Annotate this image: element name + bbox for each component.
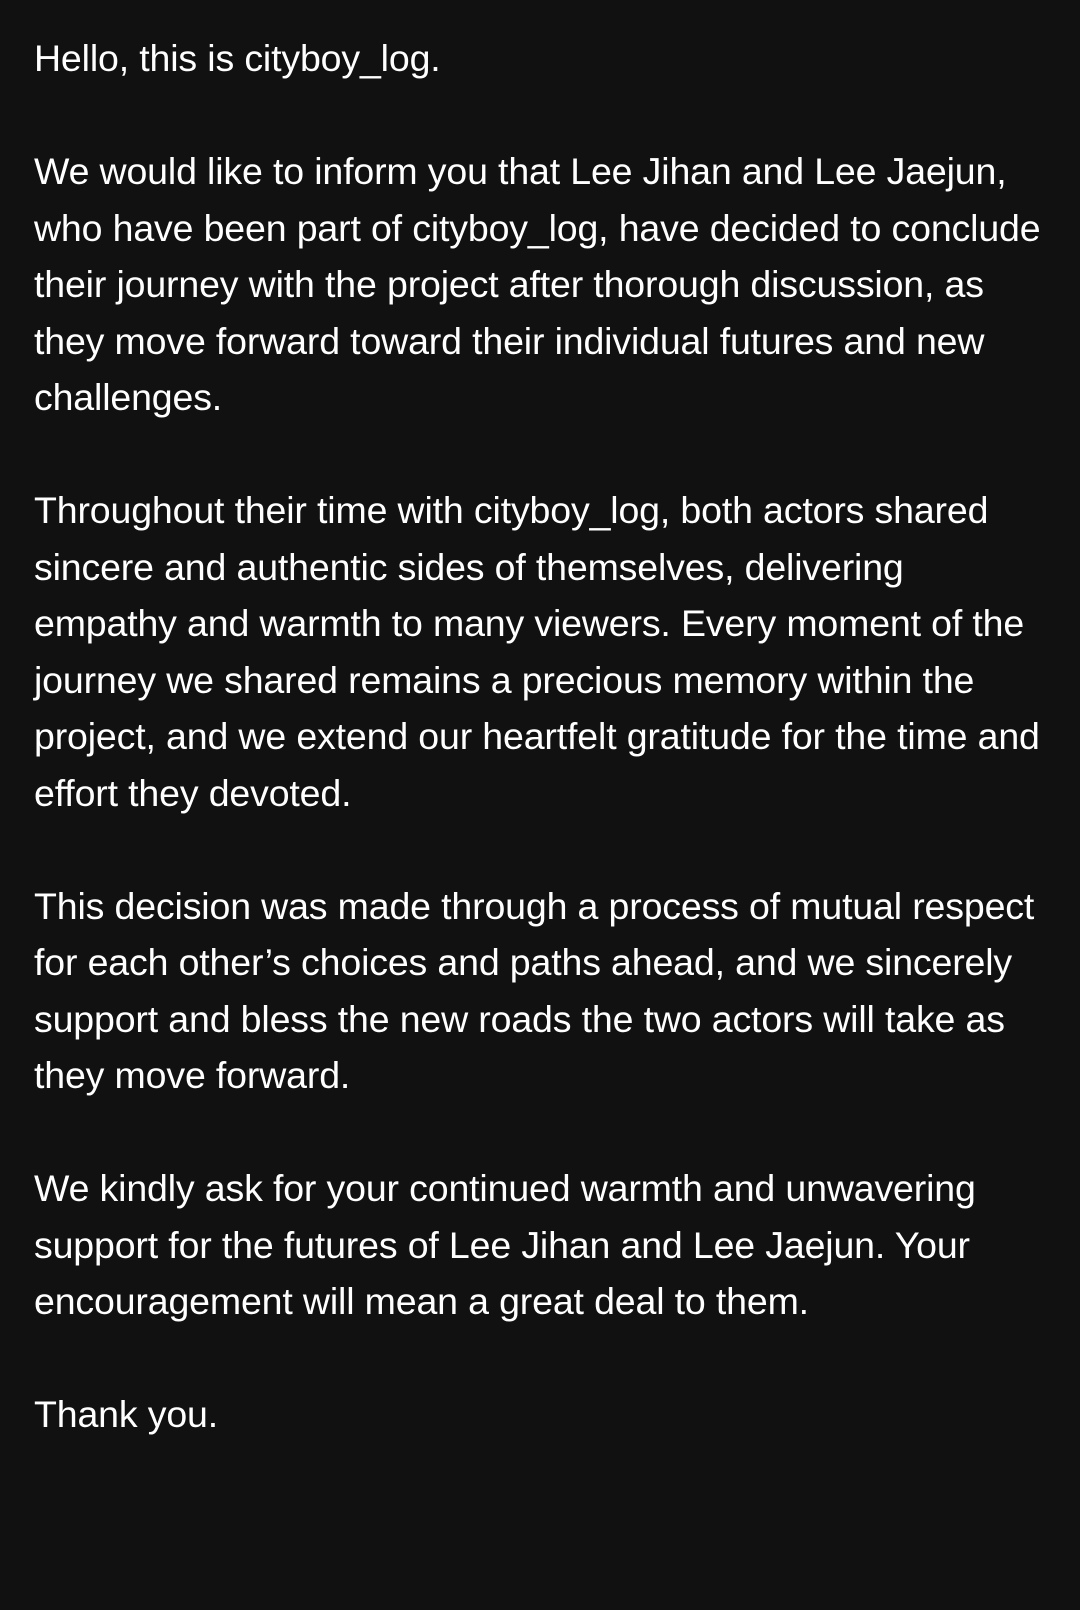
announcement-paragraph-4: We kindly ask for your continued warmth and unwavering support for the futures of Lee Jihan and Lee Jaejun. Your encouragement will mean a great deal to them. [34, 1167, 976, 1322]
announcement-paragraph-1: We would like to inform you that Lee Jihan and Lee Jaejun, who have been part of cityboy_log, have decided to conclude their journey with the project after thorough discussion, as they move forward toward their individual futures and new challenges. [34, 150, 1041, 418]
note-text-body[interactable] [34, 30, 1046, 1443]
closing-text: Thank you. [34, 1393, 219, 1435]
announcement-paragraph-2: Throughout their time with cityboy_log, both actors shared sincere and authentic sides of themselves, delivering empathy and warmth to many viewers. Every moment of the journey we shared remains a precious memory within the project, and we extend our heartfelt gratitude for the time and effort they devoted. [34, 489, 1040, 814]
announcement-paragraph-3: This decision was made through a process of mutual respect for each other’s choices and paths ahead, and we sincerely support and bless the new roads the two actors will take as they move forward. [34, 884, 1035, 1096]
greeting-text: Hello, this is cityboy_log. [34, 37, 441, 79]
